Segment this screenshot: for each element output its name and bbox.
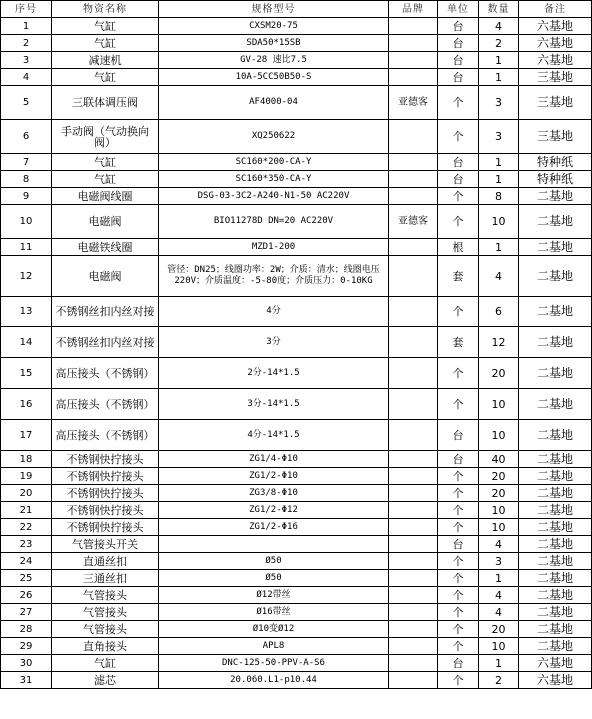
table-row <box>1 519 592 536</box>
cell-unit: 个 <box>438 120 479 154</box>
cell-no: 17 <box>1 420 52 451</box>
table-row <box>1 256 592 297</box>
cell-spec: Ø12带丝 <box>159 587 389 604</box>
cell-qty: 1 <box>479 154 519 171</box>
cell-name: 气管接头开关 <box>52 536 159 553</box>
cell-note: 二基地 <box>519 389 592 420</box>
cell-note: 二基地 <box>519 621 592 638</box>
cell-no: 11 <box>1 239 52 256</box>
cell-no: 20 <box>1 485 52 502</box>
cell-brand <box>389 389 438 420</box>
cell-name: 气缸 <box>52 655 159 672</box>
cell-spec: CXSM20-75 <box>159 18 389 35</box>
cell-unit: 个 <box>438 468 479 485</box>
cell-qty: 2 <box>479 35 519 52</box>
cell-qty: 10 <box>479 205 519 239</box>
cell-name: 气管接头 <box>52 587 159 604</box>
cell-name: 不锈钢丝扣内丝对接 <box>52 297 159 327</box>
cell-no: 5 <box>1 86 52 120</box>
cell-no: 18 <box>1 451 52 468</box>
cell-qty: 20 <box>479 468 519 485</box>
cell-name: 手动阀（气动换向阀） <box>52 120 159 154</box>
cell-unit: 个 <box>438 205 479 239</box>
cell-brand <box>389 672 438 689</box>
table-row <box>1 621 592 638</box>
cell-brand <box>389 485 438 502</box>
cell-qty: 4 <box>479 604 519 621</box>
cell-spec <box>159 536 389 553</box>
table-row <box>1 604 592 621</box>
cell-brand <box>389 519 438 536</box>
cell-qty: 4 <box>479 587 519 604</box>
cell-spec: 管径：DN25；线圈功率：2W；介质：清水；线圈电压220V；介质温度：-5-80度；介质压力：0-10KG <box>159 256 389 297</box>
cell-brand <box>389 536 438 553</box>
cell-name: 气缸 <box>52 18 159 35</box>
cell-qty: 20 <box>479 485 519 502</box>
cell-qty: 1 <box>479 655 519 672</box>
cell-brand <box>389 468 438 485</box>
cell-spec: Ø10变Ø12 <box>159 621 389 638</box>
cell-qty: 1 <box>479 570 519 587</box>
cell-qty: 10 <box>479 519 519 536</box>
cell-brand <box>389 188 438 205</box>
cell-name: 气缸 <box>52 171 159 188</box>
cell-unit: 台 <box>438 154 479 171</box>
table-row <box>1 502 592 519</box>
cell-no: 1 <box>1 18 52 35</box>
cell-spec: 4分 <box>159 297 389 327</box>
cell-brand <box>389 638 438 655</box>
cell-qty: 1 <box>479 69 519 86</box>
cell-brand <box>389 18 438 35</box>
cell-spec: 3分 <box>159 327 389 358</box>
cell-note: 二基地 <box>519 502 592 519</box>
cell-no: 8 <box>1 171 52 188</box>
cell-note: 三基地 <box>519 120 592 154</box>
header-row <box>1 1 592 18</box>
cell-name: 不锈钢快拧接头 <box>52 468 159 485</box>
table-row <box>1 485 592 502</box>
cell-spec: 4分-14*1.5 <box>159 420 389 451</box>
cell-brand <box>389 120 438 154</box>
header-cell-spec: 规格型号 <box>159 1 389 18</box>
cell-name: 不锈钢快拧接头 <box>52 519 159 536</box>
cell-note: 二基地 <box>519 256 592 297</box>
cell-name: 不锈钢快拧接头 <box>52 451 159 468</box>
table-row <box>1 69 592 86</box>
table-row <box>1 468 592 485</box>
header-cell-brand: 品牌 <box>389 1 438 18</box>
table-row <box>1 35 592 52</box>
cell-name: 电磁阀 <box>52 256 159 297</box>
cell-no: 28 <box>1 621 52 638</box>
cell-name: 电磁阀线圈 <box>52 188 159 205</box>
cell-note: 二基地 <box>519 451 592 468</box>
cell-no: 2 <box>1 35 52 52</box>
cell-no: 26 <box>1 587 52 604</box>
cell-no: 29 <box>1 638 52 655</box>
cell-qty: 10 <box>479 420 519 451</box>
cell-unit: 个 <box>438 86 479 120</box>
cell-qty: 1 <box>479 171 519 188</box>
cell-brand <box>389 655 438 672</box>
cell-unit: 台 <box>438 451 479 468</box>
cell-no: 9 <box>1 188 52 205</box>
cell-spec: DSG-03-3C2-A240-N1-50 AC220V <box>159 188 389 205</box>
cell-note: 二基地 <box>519 519 592 536</box>
cell-name: 不锈钢丝扣内丝对接 <box>52 327 159 358</box>
table-row <box>1 420 592 451</box>
cell-name: 气缸 <box>52 69 159 86</box>
cell-qty: 4 <box>479 536 519 553</box>
cell-spec: ZG1/4-Φ10 <box>159 451 389 468</box>
cell-brand <box>389 327 438 358</box>
cell-unit: 套 <box>438 327 479 358</box>
cell-name: 三通丝扣 <box>52 570 159 587</box>
cell-qty: 1 <box>479 239 519 256</box>
table-row <box>1 536 592 553</box>
cell-qty: 8 <box>479 188 519 205</box>
cell-no: 12 <box>1 256 52 297</box>
cell-qty: 4 <box>479 256 519 297</box>
table-row <box>1 570 592 587</box>
cell-name: 不锈钢快拧接头 <box>52 485 159 502</box>
cell-unit: 台 <box>438 655 479 672</box>
header-cell-no: 序号 <box>1 1 52 18</box>
cell-no: 19 <box>1 468 52 485</box>
cell-name: 直通丝扣 <box>52 553 159 570</box>
cell-unit: 个 <box>438 188 479 205</box>
cell-no: 30 <box>1 655 52 672</box>
cell-note: 三基地 <box>519 86 592 120</box>
cell-note: 二基地 <box>519 553 592 570</box>
cell-brand <box>389 420 438 451</box>
cell-name: 电磁阀 <box>52 205 159 239</box>
cell-brand <box>389 35 438 52</box>
cell-qty: 12 <box>479 327 519 358</box>
cell-name: 三联体调压阀 <box>52 86 159 120</box>
table-row <box>1 587 592 604</box>
cell-spec: XQ250622 <box>159 120 389 154</box>
cell-qty: 1 <box>479 52 519 69</box>
cell-note: 二基地 <box>519 468 592 485</box>
cell-spec: 3分-14*1.5 <box>159 389 389 420</box>
cell-unit: 台 <box>438 35 479 52</box>
cell-no: 14 <box>1 327 52 358</box>
cell-note: 二基地 <box>519 297 592 327</box>
cell-unit: 台 <box>438 420 479 451</box>
cell-spec: DNC-125-50-PPV-A-S6 <box>159 655 389 672</box>
table-row <box>1 120 592 154</box>
cell-spec: ZG3/8-Φ10 <box>159 485 389 502</box>
cell-qty: 10 <box>479 389 519 420</box>
cell-brand: 亚德客 <box>389 86 438 120</box>
cell-brand <box>389 69 438 86</box>
cell-note: 二基地 <box>519 327 592 358</box>
cell-spec: Ø50 <box>159 553 389 570</box>
cell-brand <box>389 502 438 519</box>
cell-note: 六基地 <box>519 672 592 689</box>
cell-note: 六基地 <box>519 18 592 35</box>
cell-note: 二基地 <box>519 570 592 587</box>
cell-spec: GV-28 速比7.5 <box>159 52 389 69</box>
table-row <box>1 205 592 239</box>
header-cell-name: 物资名称 <box>52 1 159 18</box>
cell-unit: 台 <box>438 69 479 86</box>
cell-unit: 台 <box>438 536 479 553</box>
cell-unit: 个 <box>438 553 479 570</box>
cell-spec: Ø50 <box>159 570 389 587</box>
cell-name: 高压接头（不锈钢） <box>52 389 159 420</box>
cell-unit: 个 <box>438 358 479 389</box>
cell-no: 7 <box>1 154 52 171</box>
cell-name: 不锈钢快拧接头 <box>52 502 159 519</box>
table-row <box>1 86 592 120</box>
cell-unit: 根 <box>438 239 479 256</box>
cell-spec: 20.060.L1-p10.44 <box>159 672 389 689</box>
cell-qty: 3 <box>479 120 519 154</box>
cell-qty: 10 <box>479 502 519 519</box>
cell-unit: 个 <box>438 502 479 519</box>
cell-no: 25 <box>1 570 52 587</box>
cell-unit: 台 <box>438 171 479 188</box>
cell-spec: 10A-5CC50B50-S <box>159 69 389 86</box>
cell-name: 高压接头（不锈钢） <box>52 358 159 389</box>
cell-unit: 台 <box>438 52 479 69</box>
cell-no: 31 <box>1 672 52 689</box>
cell-unit: 个 <box>438 638 479 655</box>
table-row <box>1 638 592 655</box>
cell-no: 6 <box>1 120 52 154</box>
cell-no: 24 <box>1 553 52 570</box>
header-cell-note: 备注 <box>519 1 592 18</box>
cell-brand: 亚德客 <box>389 205 438 239</box>
cell-qty: 10 <box>479 638 519 655</box>
cell-qty: 2 <box>479 672 519 689</box>
cell-unit: 个 <box>438 297 479 327</box>
cell-name: 减速机 <box>52 52 159 69</box>
cell-no: 21 <box>1 502 52 519</box>
cell-qty: 6 <box>479 297 519 327</box>
cell-brand <box>389 52 438 69</box>
cell-brand <box>389 621 438 638</box>
cell-note: 六基地 <box>519 655 592 672</box>
cell-unit: 个 <box>438 604 479 621</box>
table-row <box>1 451 592 468</box>
cell-brand <box>389 297 438 327</box>
cell-name: 高压接头（不锈钢） <box>52 420 159 451</box>
cell-brand <box>389 587 438 604</box>
cell-note: 特种纸 <box>519 171 592 188</box>
cell-note: 二基地 <box>519 239 592 256</box>
cell-no: 3 <box>1 52 52 69</box>
header-cell-unit: 单位 <box>438 1 479 18</box>
cell-note: 二基地 <box>519 420 592 451</box>
cell-note: 二基地 <box>519 358 592 389</box>
cell-qty: 40 <box>479 451 519 468</box>
cell-unit: 个 <box>438 621 479 638</box>
cell-no: 15 <box>1 358 52 389</box>
cell-spec: SC160*200-CA-Y <box>159 154 389 171</box>
cell-spec: ZG1/2-Φ12 <box>159 502 389 519</box>
cell-note: 二基地 <box>519 485 592 502</box>
cell-name: 滤芯 <box>52 672 159 689</box>
cell-brand <box>389 239 438 256</box>
cell-spec: ZG1/2-Φ10 <box>159 468 389 485</box>
cell-spec: SC160*350-CA-Y <box>159 171 389 188</box>
header-cell-qty: 数量 <box>479 1 519 18</box>
cell-spec: SDA50*15SB <box>159 35 389 52</box>
cell-note: 三基地 <box>519 69 592 86</box>
cell-note: 二基地 <box>519 587 592 604</box>
cell-qty: 4 <box>479 18 519 35</box>
cell-brand <box>389 171 438 188</box>
cell-brand <box>389 358 438 389</box>
cell-note: 六基地 <box>519 52 592 69</box>
table-row <box>1 553 592 570</box>
cell-qty: 3 <box>479 86 519 120</box>
cell-no: 16 <box>1 389 52 420</box>
table-row <box>1 52 592 69</box>
cell-name: 直角接头 <box>52 638 159 655</box>
cell-no: 4 <box>1 69 52 86</box>
table-row <box>1 358 592 389</box>
table-body <box>1 18 592 689</box>
cell-unit: 个 <box>438 519 479 536</box>
cell-no: 23 <box>1 536 52 553</box>
table-row <box>1 327 592 358</box>
table-row <box>1 389 592 420</box>
cell-note: 二基地 <box>519 188 592 205</box>
cell-qty: 3 <box>479 553 519 570</box>
cell-unit: 个 <box>438 570 479 587</box>
table-row <box>1 171 592 188</box>
cell-name: 气管接头 <box>52 621 159 638</box>
cell-no: 13 <box>1 297 52 327</box>
cell-unit: 个 <box>438 672 479 689</box>
table-row <box>1 239 592 256</box>
table-row <box>1 655 592 672</box>
cell-brand <box>389 570 438 587</box>
cell-spec: MZD1-200 <box>159 239 389 256</box>
table-row <box>1 297 592 327</box>
cell-note: 二基地 <box>519 205 592 239</box>
cell-qty: 20 <box>479 358 519 389</box>
cell-spec: 2分-14*1.5 <box>159 358 389 389</box>
cell-no: 10 <box>1 205 52 239</box>
cell-brand <box>389 154 438 171</box>
cell-unit: 个 <box>438 485 479 502</box>
cell-spec: BIO11278D DN=20 AC220V <box>159 205 389 239</box>
cell-brand <box>389 256 438 297</box>
cell-note: 二基地 <box>519 638 592 655</box>
table-row <box>1 188 592 205</box>
cell-spec: APL8 <box>159 638 389 655</box>
cell-note: 特种纸 <box>519 154 592 171</box>
cell-name: 电磁铁线圈 <box>52 239 159 256</box>
cell-name: 气缸 <box>52 35 159 52</box>
table-row <box>1 672 592 689</box>
table-row <box>1 154 592 171</box>
cell-name: 气管接头 <box>52 604 159 621</box>
cell-no: 27 <box>1 604 52 621</box>
cell-qty: 20 <box>479 621 519 638</box>
cell-name: 气缸 <box>52 154 159 171</box>
table-row <box>1 18 592 35</box>
cell-note: 二基地 <box>519 536 592 553</box>
cell-note: 二基地 <box>519 604 592 621</box>
cell-no: 22 <box>1 519 52 536</box>
cell-unit: 套 <box>438 256 479 297</box>
cell-brand <box>389 451 438 468</box>
cell-unit: 个 <box>438 389 479 420</box>
cell-spec: AF4000-04 <box>159 86 389 120</box>
cell-spec: ZG1/2-Φ16 <box>159 519 389 536</box>
cell-brand <box>389 553 438 570</box>
cell-brand <box>389 604 438 621</box>
cell-note: 六基地 <box>519 35 592 52</box>
cell-unit: 个 <box>438 587 479 604</box>
cell-unit: 台 <box>438 18 479 35</box>
cell-spec: Ø16带丝 <box>159 604 389 621</box>
